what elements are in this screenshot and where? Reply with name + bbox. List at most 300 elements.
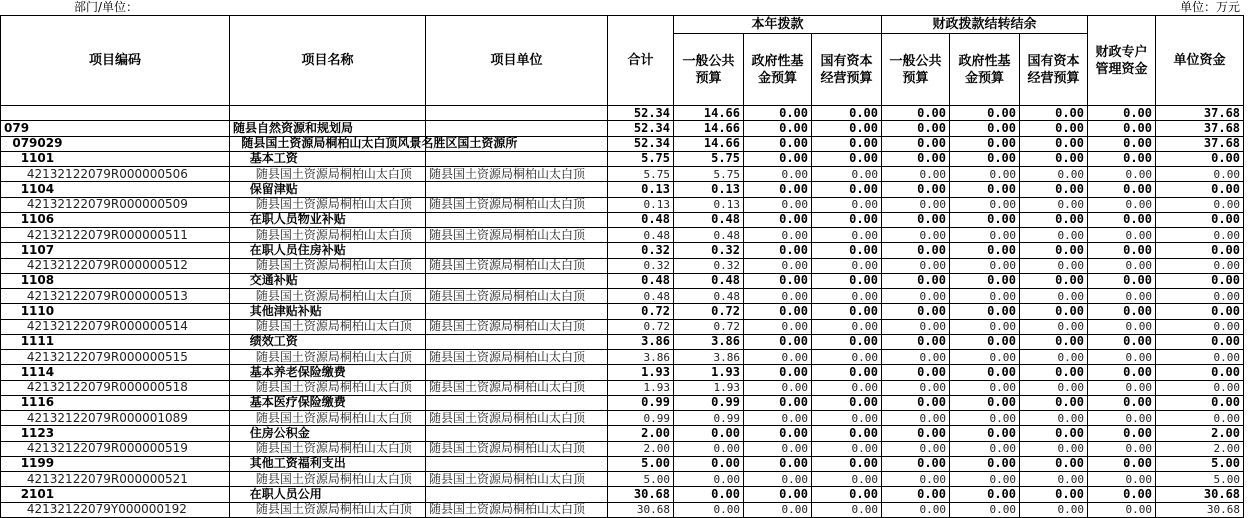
cell-code[interactable]: 1114 [1,365,230,380]
cell-unit-funds[interactable]: 0.00 [1156,304,1244,319]
cell-cur-general[interactable]: 0.99 [674,411,744,426]
cell-unit[interactable]: 随县国土资源局桐柏山太白顶 [426,380,608,395]
cell-cur-state[interactable]: 0.00 [812,365,882,380]
cell-special[interactable]: 0.00 [1088,304,1156,319]
cell-code[interactable]: 1110 [1,304,230,319]
cell-carry-fund[interactable]: 0.00 [950,258,1020,273]
cell-cur-general[interactable]: 0.32 [674,243,744,258]
cell-cur-state[interactable]: 0.00 [812,441,882,456]
cell-total[interactable]: 0.72 [608,319,674,334]
cell-cur-state[interactable]: 0.00 [812,426,882,441]
cell-unit-funds[interactable]: 0.00 [1156,151,1244,166]
cell-unit-funds[interactable]: 2.00 [1156,441,1244,456]
cell-cur-general[interactable]: 0.00 [674,456,744,471]
cell-unit[interactable] [426,365,608,380]
cell-cur-state[interactable]: 0.00 [812,319,882,334]
cell-special[interactable]: 0.00 [1088,456,1156,471]
cell-special[interactable]: 0.00 [1088,136,1156,151]
cell-carry-state[interactable]: 0.00 [1020,228,1088,243]
cell-carry-fund[interactable]: 0.00 [950,487,1020,502]
cell-carry-general[interactable]: 0.00 [882,441,950,456]
cell-special[interactable]: 0.00 [1088,258,1156,273]
cell-carry-state[interactable]: 0.00 [1020,151,1088,166]
cell-carry-state[interactable]: 0.00 [1020,289,1088,304]
cell-name[interactable]: 基本工资 [230,151,426,166]
cell-special[interactable]: 0.00 [1088,273,1156,288]
cell-carry-general[interactable]: 0.00 [882,304,950,319]
cell-unit[interactable] [426,426,608,441]
cell-unit-funds[interactable]: 0.00 [1156,365,1244,380]
cell-unit[interactable]: 随县国土资源局桐柏山太白顶 [426,472,608,487]
cell-cur-general[interactable]: 0.48 [674,212,744,227]
cell-cur-general[interactable]: 0.48 [674,273,744,288]
cell-unit-funds[interactable]: 0.00 [1156,228,1244,243]
cell-carry-state[interactable]: 0.00 [1020,243,1088,258]
cell-unit-funds[interactable]: 0.00 [1156,411,1244,426]
cell-carry-fund[interactable]: 0.00 [950,365,1020,380]
cell-cur-general[interactable]: 0.99 [674,395,744,410]
cell-carry-fund[interactable]: 0.00 [950,121,1020,136]
cell-cur-fund[interactable]: 0.00 [744,411,812,426]
cell-name[interactable]: 基本养老保险缴费 [230,365,426,380]
cell-carry-state[interactable]: 0.00 [1020,212,1088,227]
cell-code[interactable]: 42132122079R000000514 [1,319,230,334]
cell-cur-state[interactable]: 0.00 [812,167,882,182]
cell-unit[interactable] [426,456,608,471]
cell-carry-general[interactable]: 0.00 [882,258,950,273]
cell-cur-state[interactable]: 0.00 [812,456,882,471]
cell-name[interactable]: 其他津贴补贴 [230,304,426,319]
cell-name[interactable]: 随县国土资源局桐柏山太白顶 [230,258,426,273]
cell-unit-funds[interactable]: 30.68 [1156,487,1244,502]
cell-cur-state[interactable]: 0.00 [812,304,882,319]
cell-carry-general[interactable]: 0.00 [882,197,950,212]
cell-code[interactable]: 079029 [1,136,230,151]
cell-cur-fund[interactable]: 0.00 [744,380,812,395]
cell-special[interactable]: 0.00 [1088,350,1156,365]
cell-name[interactable]: 基本医疗保险缴费 [230,395,426,410]
cell-total[interactable]: 5.75 [608,167,674,182]
cell-cur-state[interactable]: 0.00 [812,395,882,410]
cell-code[interactable] [1,106,230,121]
cell-unit[interactable] [426,334,608,349]
cell-carry-state[interactable]: 0.00 [1020,441,1088,456]
cell-unit[interactable]: 随县国土资源局桐柏山太白顶 [426,441,608,456]
cell-carry-state[interactable]: 0.00 [1020,350,1088,365]
cell-carry-state[interactable]: 0.00 [1020,121,1088,136]
cell-carry-fund[interactable]: 0.00 [950,182,1020,197]
cell-total[interactable]: 0.32 [608,243,674,258]
cell-name[interactable]: 随县国土资源局桐柏山太白顶 [230,441,426,456]
cell-total[interactable]: 2.00 [608,426,674,441]
cell-carry-state[interactable]: 0.00 [1020,167,1088,182]
cell-carry-fund[interactable]: 0.00 [950,456,1020,471]
cell-code[interactable]: 1199 [1,456,230,471]
cell-name[interactable] [230,106,426,121]
cell-total[interactable]: 30.68 [608,502,674,517]
cell-cur-state[interactable]: 0.00 [812,121,882,136]
cell-cur-state[interactable]: 0.00 [812,151,882,166]
cell-cur-fund[interactable]: 0.00 [744,289,812,304]
cell-total[interactable]: 5.00 [608,472,674,487]
cell-carry-general[interactable]: 0.00 [882,273,950,288]
cell-cur-fund[interactable]: 0.00 [744,106,812,121]
cell-code[interactable]: 42132122079R000000521 [1,472,230,487]
cell-name[interactable]: 保留津贴 [230,182,426,197]
cell-cur-general[interactable]: 3.86 [674,334,744,349]
cell-total[interactable]: 0.32 [608,258,674,273]
cell-special[interactable]: 0.00 [1088,243,1156,258]
cell-code[interactable]: 42132122079R000000512 [1,258,230,273]
cell-carry-fund[interactable]: 0.00 [950,304,1020,319]
cell-carry-state[interactable]: 0.00 [1020,456,1088,471]
cell-carry-state[interactable]: 0.00 [1020,106,1088,121]
cell-carry-state[interactable]: 0.00 [1020,472,1088,487]
cell-unit[interactable] [426,212,608,227]
cell-cur-general[interactable]: 0.00 [674,426,744,441]
cell-unit-funds[interactable]: 37.68 [1156,106,1244,121]
cell-carry-fund[interactable]: 0.00 [950,106,1020,121]
cell-unit-funds[interactable]: 0.00 [1156,395,1244,410]
cell-unit-funds[interactable]: 0.00 [1156,273,1244,288]
cell-unit[interactable]: 随县国土资源局桐柏山太白顶 [426,289,608,304]
cell-carry-fund[interactable]: 0.00 [950,472,1020,487]
cell-cur-state[interactable]: 0.00 [812,289,882,304]
cell-unit[interactable] [426,151,608,166]
cell-special[interactable]: 0.00 [1088,151,1156,166]
cell-carry-state[interactable]: 0.00 [1020,258,1088,273]
cell-cur-general[interactable]: 0.32 [674,258,744,273]
cell-cur-fund[interactable]: 0.00 [744,243,812,258]
cell-special[interactable]: 0.00 [1088,106,1156,121]
cell-cur-state[interactable]: 0.00 [812,106,882,121]
cell-cur-fund[interactable]: 0.00 [744,350,812,365]
cell-cur-fund[interactable]: 0.00 [744,319,812,334]
cell-cur-fund[interactable]: 0.00 [744,441,812,456]
cell-total[interactable]: 0.13 [608,197,674,212]
cell-cur-general[interactable]: 14.66 [674,136,744,151]
cell-cur-general[interactable]: 0.13 [674,197,744,212]
cell-carry-fund[interactable]: 0.00 [950,395,1020,410]
cell-cur-fund[interactable]: 0.00 [744,456,812,471]
cell-carry-fund[interactable]: 0.00 [950,319,1020,334]
cell-carry-general[interactable]: 0.00 [882,319,950,334]
cell-carry-state[interactable]: 0.00 [1020,334,1088,349]
cell-carry-fund[interactable]: 0.00 [950,136,1020,151]
cell-unit[interactable] [426,243,608,258]
cell-unit[interactable] [426,487,608,502]
cell-unit-funds[interactable]: 0.00 [1156,380,1244,395]
cell-total[interactable]: 5.00 [608,456,674,471]
cell-cur-fund[interactable]: 0.00 [744,273,812,288]
cell-unit-funds[interactable]: 5.00 [1156,456,1244,471]
cell-carry-general[interactable]: 0.00 [882,121,950,136]
cell-carry-general[interactable]: 0.00 [882,334,950,349]
cell-cur-state[interactable]: 0.00 [812,502,882,517]
cell-carry-fund[interactable]: 0.00 [950,212,1020,227]
cell-total[interactable]: 0.48 [608,228,674,243]
cell-special[interactable]: 0.00 [1088,426,1156,441]
cell-total[interactable]: 3.86 [608,350,674,365]
cell-cur-fund[interactable]: 0.00 [744,151,812,166]
cell-unit[interactable]: 随县国土资源局桐柏山太白顶 [426,197,608,212]
cell-carry-general[interactable]: 0.00 [882,228,950,243]
cell-cur-state[interactable]: 0.00 [812,411,882,426]
cell-cur-fund[interactable]: 0.00 [744,182,812,197]
cell-code[interactable]: 079 [1,121,230,136]
cell-cur-state[interactable]: 0.00 [812,182,882,197]
cell-cur-state[interactable]: 0.00 [812,212,882,227]
cell-special[interactable]: 0.00 [1088,380,1156,395]
cell-cur-state[interactable]: 0.00 [812,273,882,288]
cell-carry-general[interactable]: 0.00 [882,502,950,517]
cell-cur-fund[interactable]: 0.00 [744,167,812,182]
cell-name[interactable]: 随县国土资源局桐柏山太白顶 [230,167,426,182]
cell-name[interactable]: 交通补贴 [230,273,426,288]
cell-carry-state[interactable]: 0.00 [1020,487,1088,502]
cell-cur-general[interactable]: 0.48 [674,228,744,243]
cell-total[interactable]: 0.48 [608,273,674,288]
cell-cur-general[interactable]: 5.75 [674,151,744,166]
cell-unit[interactable]: 随县国土资源局桐柏山太白顶 [426,167,608,182]
cell-carry-fund[interactable]: 0.00 [950,167,1020,182]
cell-cur-state[interactable]: 0.00 [812,228,882,243]
cell-special[interactable]: 0.00 [1088,487,1156,502]
cell-code[interactable]: 1106 [1,212,230,227]
cell-carry-fund[interactable]: 0.00 [950,228,1020,243]
cell-carry-state[interactable]: 0.00 [1020,395,1088,410]
cell-carry-state[interactable]: 0.00 [1020,197,1088,212]
cell-cur-general[interactable]: 14.66 [674,121,744,136]
cell-cur-general[interactable]: 0.00 [674,472,744,487]
cell-unit-funds[interactable]: 0.00 [1156,212,1244,227]
cell-cur-general[interactable]: 0.00 [674,502,744,517]
cell-unit[interactable] [426,304,608,319]
cell-special[interactable]: 0.00 [1088,212,1156,227]
cell-special[interactable]: 0.00 [1088,472,1156,487]
cell-carry-state[interactable]: 0.00 [1020,365,1088,380]
cell-code[interactable]: 42132122079R000000509 [1,197,230,212]
cell-cur-general[interactable]: 0.13 [674,182,744,197]
cell-code[interactable]: 1107 [1,243,230,258]
cell-total[interactable]: 52.34 [608,121,674,136]
cell-total[interactable]: 52.34 [608,106,674,121]
cell-carry-general[interactable]: 0.00 [882,167,950,182]
cell-name[interactable]: 住房公积金 [230,426,426,441]
cell-code[interactable]: 42132122079R000000511 [1,228,230,243]
cell-name[interactable]: 随县国土资源局桐柏山太白顶 [230,319,426,334]
cell-unit-funds[interactable]: 0.00 [1156,319,1244,334]
cell-unit[interactable] [426,106,608,121]
cell-code[interactable]: 42132122079R000000513 [1,289,230,304]
cell-name[interactable]: 随县国土资源局桐柏山太白顶 [230,197,426,212]
cell-carry-general[interactable]: 0.00 [882,106,950,121]
cell-carry-fund[interactable]: 0.00 [950,197,1020,212]
cell-code[interactable]: 2101 [1,487,230,502]
cell-carry-general[interactable]: 0.00 [882,243,950,258]
cell-unit-funds[interactable]: 30.68 [1156,502,1244,517]
cell-code[interactable]: 42132122079R000001089 [1,411,230,426]
cell-total[interactable]: 1.93 [608,380,674,395]
cell-total[interactable]: 5.75 [608,151,674,166]
cell-name[interactable]: 随县国土资源局桐柏山太白顶 [230,380,426,395]
cell-cur-general[interactable]: 0.72 [674,319,744,334]
cell-name[interactable]: 其他工资福利支出 [230,456,426,471]
cell-code[interactable]: 1116 [1,395,230,410]
cell-carry-state[interactable]: 0.00 [1020,426,1088,441]
cell-cur-general[interactable]: 0.00 [674,441,744,456]
cell-cur-general[interactable]: 0.72 [674,304,744,319]
cell-name[interactable]: 随县国土资源局桐柏山太白顶 [230,350,426,365]
cell-total[interactable]: 2.00 [608,441,674,456]
cell-unit-funds[interactable]: 2.00 [1156,426,1244,441]
cell-cur-state[interactable]: 0.00 [812,334,882,349]
cell-carry-fund[interactable]: 0.00 [950,426,1020,441]
cell-carry-general[interactable]: 0.00 [882,380,950,395]
cell-name[interactable]: 在职人员公用 [230,487,426,502]
cell-special[interactable]: 0.00 [1088,411,1156,426]
cell-special[interactable]: 0.00 [1088,289,1156,304]
cell-name[interactable]: 绩效工资 [230,334,426,349]
cell-unit[interactable]: 随县国土资源局桐柏山太白顶 [426,228,608,243]
cell-total[interactable]: 0.72 [608,304,674,319]
cell-cur-state[interactable]: 0.00 [812,197,882,212]
cell-unit-funds[interactable]: 0.00 [1156,167,1244,182]
cell-carry-state[interactable]: 0.00 [1020,411,1088,426]
cell-name[interactable]: 随县国土资源局桐柏山太白顶 [230,289,426,304]
cell-carry-general[interactable]: 0.00 [882,487,950,502]
cell-unit-funds[interactable]: 37.68 [1156,136,1244,151]
cell-total[interactable]: 52.34 [608,136,674,151]
cell-unit-funds[interactable]: 0.00 [1156,289,1244,304]
cell-cur-fund[interactable]: 0.00 [744,258,812,273]
cell-carry-state[interactable]: 0.00 [1020,304,1088,319]
cell-carry-fund[interactable]: 0.00 [950,243,1020,258]
cell-cur-fund[interactable]: 0.00 [744,426,812,441]
cell-cur-state[interactable]: 0.00 [812,136,882,151]
cell-name[interactable]: 随县自然资源和规划局 [230,121,426,136]
cell-total[interactable]: 0.13 [608,182,674,197]
cell-cur-fund[interactable]: 0.00 [744,502,812,517]
cell-cur-fund[interactable]: 0.00 [744,136,812,151]
cell-cur-general[interactable]: 14.66 [674,106,744,121]
cell-unit[interactable] [426,273,608,288]
cell-unit-funds[interactable]: 0.00 [1156,197,1244,212]
cell-total[interactable]: 1.93 [608,365,674,380]
cell-cur-fund[interactable]: 0.00 [744,121,812,136]
cell-total[interactable]: 30.68 [608,487,674,502]
cell-unit[interactable] [426,182,608,197]
cell-unit[interactable] [426,121,608,136]
cell-cur-fund[interactable]: 0.00 [744,228,812,243]
cell-carry-fund[interactable]: 0.00 [950,350,1020,365]
cell-unit-funds[interactable]: 0.00 [1156,258,1244,273]
cell-total[interactable]: 0.48 [608,212,674,227]
cell-carry-fund[interactable]: 0.00 [950,441,1020,456]
cell-code[interactable]: 42132122079R000000519 [1,441,230,456]
cell-special[interactable]: 0.00 [1088,228,1156,243]
cell-cur-general[interactable]: 1.93 [674,365,744,380]
cell-unit-funds[interactable]: 0.00 [1156,182,1244,197]
cell-carry-general[interactable]: 0.00 [882,289,950,304]
cell-carry-state[interactable]: 0.00 [1020,182,1088,197]
cell-cur-state[interactable]: 0.00 [812,350,882,365]
cell-carry-general[interactable]: 0.00 [882,395,950,410]
cell-cur-state[interactable]: 0.00 [812,487,882,502]
cell-cur-general[interactable]: 3.86 [674,350,744,365]
cell-cur-general[interactable]: 0.48 [674,289,744,304]
cell-name[interactable]: 随县国土资源局桐柏山太白顶风景名胜区国土资源所 [230,136,426,151]
cell-unit[interactable]: 随县国土资源局桐柏山太白顶 [426,350,608,365]
cell-carry-general[interactable]: 0.00 [882,182,950,197]
cell-unit-funds[interactable]: 37.68 [1156,121,1244,136]
cell-cur-general[interactable]: 5.75 [674,167,744,182]
cell-code[interactable]: 1111 [1,334,230,349]
cell-cur-general[interactable]: 1.93 [674,380,744,395]
cell-name[interactable]: 随县国土资源局桐柏山太白顶 [230,472,426,487]
cell-carry-general[interactable]: 0.00 [882,151,950,166]
cell-special[interactable]: 0.00 [1088,197,1156,212]
cell-special[interactable]: 0.00 [1088,441,1156,456]
cell-total[interactable]: 0.48 [608,289,674,304]
cell-code[interactable]: 42132122079Y000000192 [1,502,230,517]
cell-cur-state[interactable]: 0.00 [812,472,882,487]
cell-name[interactable]: 随县国土资源局桐柏山太白顶 [230,228,426,243]
cell-unit[interactable]: 随县国土资源局桐柏山太白顶 [426,411,608,426]
cell-carry-fund[interactable]: 0.00 [950,380,1020,395]
cell-special[interactable]: 0.00 [1088,502,1156,517]
cell-carry-fund[interactable]: 0.00 [950,502,1020,517]
cell-cur-general[interactable]: 0.00 [674,487,744,502]
cell-carry-general[interactable]: 0.00 [882,456,950,471]
cell-carry-state[interactable]: 0.00 [1020,136,1088,151]
cell-unit-funds[interactable]: 5.00 [1156,472,1244,487]
cell-name[interactable]: 随县国土资源局桐柏山太白顶 [230,411,426,426]
cell-special[interactable]: 0.00 [1088,121,1156,136]
cell-cur-fund[interactable]: 0.00 [744,487,812,502]
cell-special[interactable]: 0.00 [1088,167,1156,182]
cell-cur-state[interactable]: 0.00 [812,258,882,273]
cell-unit-funds[interactable]: 0.00 [1156,350,1244,365]
cell-cur-fund[interactable]: 0.00 [744,197,812,212]
cell-cur-state[interactable]: 0.00 [812,380,882,395]
cell-code[interactable]: 42132122079R000000518 [1,380,230,395]
cell-carry-general[interactable]: 0.00 [882,350,950,365]
cell-carry-general[interactable]: 0.00 [882,136,950,151]
cell-total[interactable]: 3.86 [608,334,674,349]
cell-name[interactable]: 在职人员物业补贴 [230,212,426,227]
cell-cur-fund[interactable]: 0.00 [744,212,812,227]
cell-unit-funds[interactable]: 0.00 [1156,334,1244,349]
cell-code[interactable]: 1123 [1,426,230,441]
cell-code[interactable]: 42132122079R000000506 [1,167,230,182]
cell-cur-fund[interactable]: 0.00 [744,395,812,410]
cell-carry-general[interactable]: 0.00 [882,411,950,426]
cell-cur-fund[interactable]: 0.00 [744,365,812,380]
cell-carry-general[interactable]: 0.00 [882,212,950,227]
cell-carry-fund[interactable]: 0.00 [950,411,1020,426]
cell-carry-state[interactable]: 0.00 [1020,502,1088,517]
cell-carry-general[interactable]: 0.00 [882,472,950,487]
cell-special[interactable]: 0.00 [1088,395,1156,410]
cell-name[interactable]: 随县国土资源局桐柏山太白顶 [230,502,426,517]
cell-unit-funds[interactable]: 0.00 [1156,243,1244,258]
cell-name[interactable]: 在职人员住房补贴 [230,243,426,258]
cell-total[interactable]: 0.99 [608,411,674,426]
cell-carry-state[interactable]: 0.00 [1020,319,1088,334]
cell-code[interactable]: 42132122079R000000515 [1,350,230,365]
cell-special[interactable]: 0.00 [1088,334,1156,349]
